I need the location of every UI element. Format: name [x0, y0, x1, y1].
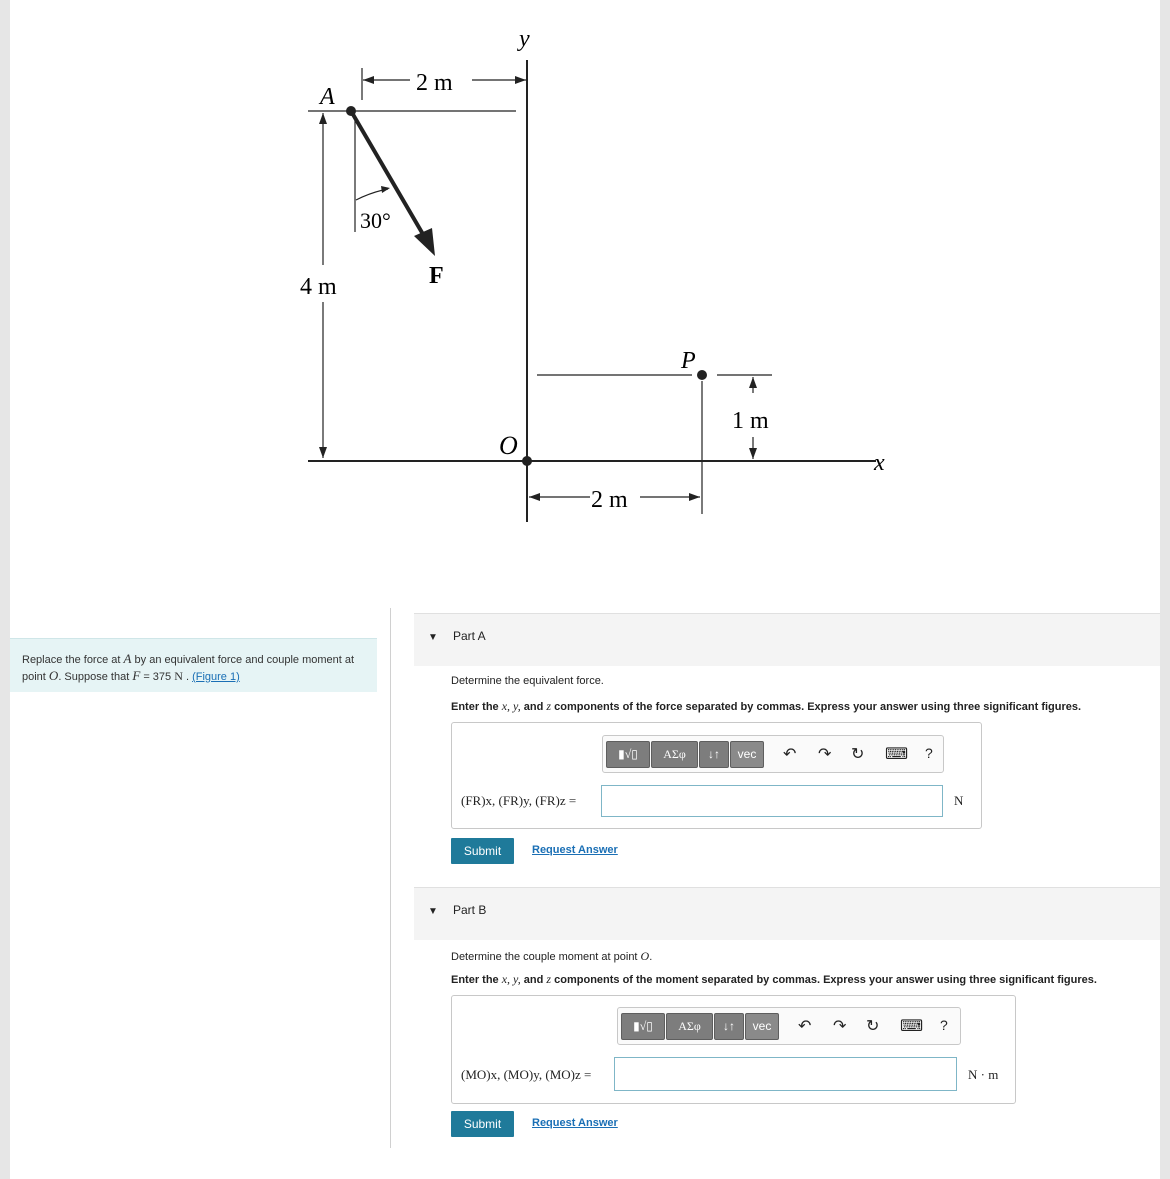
- part-b-request-answer-link[interactable]: Request Answer: [532, 1117, 618, 1129]
- problem-statement: Replace the force at A by an equivalent force and couple moment at point O. Suppose that F = 375 N . (Figure 1): [10, 638, 377, 692]
- part-b-instructions: Enter the x, y, and z components of the moment separated by commas. Express your answer using three significant figures.: [451, 972, 1097, 986]
- dim-right-label: 1 m: [732, 408, 769, 434]
- keyboard-icon[interactable]: ⌨: [885, 746, 909, 763]
- reset-icon[interactable]: ↻: [851, 746, 865, 763]
- arrows-button[interactable]: ↓↑: [714, 1013, 744, 1040]
- part-a-prompt: Determine the equivalent force.: [451, 675, 604, 687]
- help-icon[interactable]: ?: [925, 745, 933, 761]
- x-axis-label: x: [874, 450, 885, 476]
- part-b-prompt: Determine the couple moment at point O.: [451, 949, 653, 963]
- part-a-header[interactable]: [414, 613, 1160, 666]
- dim-left-label: 4 m: [300, 274, 337, 300]
- arrows-button[interactable]: ↓↑: [699, 741, 729, 768]
- origin-O: [522, 456, 532, 466]
- keyboard-icon[interactable]: ⌨: [900, 1018, 924, 1035]
- reset-icon[interactable]: ↻: [866, 1018, 880, 1035]
- collapse-icon[interactable]: ▼: [428, 906, 438, 917]
- dim-bottom-label: 2 m: [591, 487, 628, 513]
- figure-link[interactable]: (Figure 1): [192, 671, 240, 683]
- point-A-label: A: [320, 84, 335, 110]
- y-axis-label: y: [519, 26, 530, 52]
- force-F-label: F: [429, 263, 444, 289]
- point-P-label: P: [681, 348, 696, 374]
- vec-button[interactable]: vec: [730, 741, 764, 768]
- redo-icon[interactable]: ↷: [833, 1018, 847, 1035]
- part-a-instructions: Enter the x, y, and z components of the force separated by commas. Express your answer using three significant figures.: [451, 699, 1082, 713]
- part-a-unit: N: [954, 793, 964, 808]
- dim-top-label: 2 m: [416, 70, 453, 96]
- help-icon[interactable]: ?: [940, 1017, 948, 1033]
- part-b-answer-box: [451, 995, 1016, 1104]
- part-b-equation-label: (MO)x, (MO)y, (MO)z =: [461, 1067, 592, 1082]
- problem-figure: [10, 0, 1160, 560]
- part-a-equation-label: (FR)x, (FR)y, (FR)z =: [461, 793, 577, 808]
- part-b-submit-button[interactable]: Submit: [451, 1111, 514, 1137]
- part-a-answer-box: [451, 722, 982, 829]
- part-b-unit: N · m: [968, 1067, 999, 1082]
- page: [10, 0, 1160, 1179]
- column-divider: [390, 608, 391, 1148]
- greek-symbols-button[interactable]: ΑΣφ: [666, 1013, 713, 1040]
- collapse-icon[interactable]: ▼: [428, 632, 438, 643]
- part-a-request-answer-link[interactable]: Request Answer: [532, 844, 618, 856]
- part-a-answer-input[interactable]: [601, 785, 943, 817]
- part-a-title: Part A: [453, 629, 486, 643]
- part-a-submit-button[interactable]: Submit: [451, 838, 514, 864]
- origin-O-label: O: [499, 431, 518, 460]
- part-b-answer-input[interactable]: [614, 1057, 957, 1091]
- angle-label: 30°: [360, 208, 391, 233]
- vec-button[interactable]: vec: [745, 1013, 779, 1040]
- templates-button[interactable]: ▮√▯: [606, 741, 650, 768]
- part-a-toolbar: [602, 735, 944, 773]
- redo-icon[interactable]: ↷: [818, 746, 832, 763]
- undo-icon[interactable]: ↶: [798, 1018, 812, 1035]
- greek-symbols-button[interactable]: ΑΣφ: [651, 741, 698, 768]
- point-P: [697, 370, 707, 380]
- part-b-header[interactable]: [414, 887, 1160, 940]
- part-b-toolbar: [617, 1007, 961, 1045]
- templates-button[interactable]: ▮√▯: [621, 1013, 665, 1040]
- undo-icon[interactable]: ↶: [783, 746, 797, 763]
- part-b-title: Part B: [453, 903, 487, 917]
